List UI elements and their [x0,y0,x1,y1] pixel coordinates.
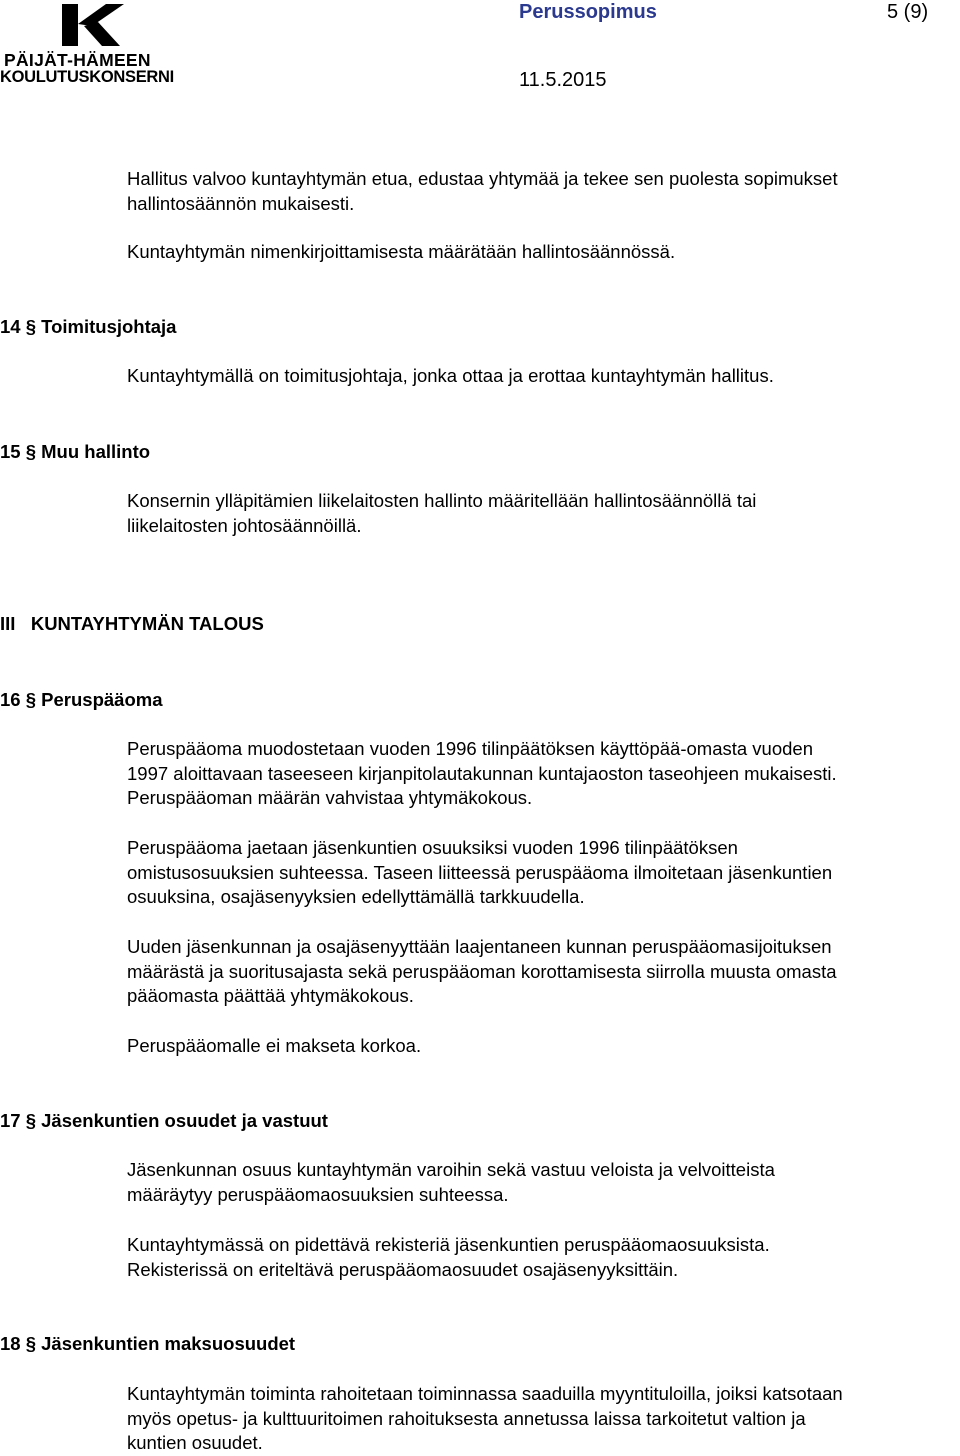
paragraph-maksuosuudet: Kuntayhtymän toiminta rahoitetaan toiminnassa saaduilla myyntituloilla, joiksi katsotaan myös opetus- ja kulttuuritoimen rahoituksesta annetussa laissa tarkoitetut valtion ja kuntien osuudet. [127,1383,843,1453]
paragraph-hallitus: Hallitus valvoo kuntayhtymän etua, edustaa yhtymää ja tekee sen puolesta sopimukset hallintosäännön mukaisesti. [127,168,838,214]
k-logo-icon [58,2,128,48]
paragraph-osuudet-2: Kuntayhtymässä on pidettävä rekisteriä jäsenkuntien peruspääomaosuuksista. Rekisterissä on eriteltävä peruspääomaosuudet osajäsenyyksittäin. [127,1234,770,1280]
chapter-heading-iii: III KUNTAYHTYMÄN TALOUS [0,613,264,634]
section-heading-17: 17 § Jäsenkuntien osuudet ja vastuut [0,1110,328,1131]
logo-line-2: KOULUTUSKONSERNI [0,68,174,86]
logo-line-1: PÄIJÄT-HÄMEEN [4,50,151,70]
paragraph-muu-hallinto: Konsernin ylläpitämien liikelaitosten hallinto määritellään hallintosäännöllä tai liikelaitosten johtosäännöillä. [127,490,757,536]
section-heading-15: 15 § Muu hallinto [0,441,151,462]
organization-logo [0,0,200,92]
paragraph-peruspaaoma-3: Uuden jäsenkunnan ja osajäsenyyttään laajentaneen kunnan peruspääomasijoituksen määrästä ja suoritusajasta sekä peruspääoman korottamisesta siirrolla muusta omasta pääomasta päättää yhtymäkokous. [127,936,837,1006]
paragraph-peruspaaoma-4: Peruspääomalle ei makseta korkoa. [127,1035,422,1056]
paragraph-peruspaaoma-2: Peruspääoma jaetaan jäsenkuntien osuuksiksi vuoden 1996 tilinpäätöksen omistusosuuksien suhteessa. Taseen liitteessä peruspääoma ilmoitetaan jäsenkuntien osuuksina, osajäsenyyksien edellyttämällä tarkkuudella. [127,837,833,907]
section-heading-14: 14 § Toimitusjohtaja [0,316,177,337]
document-date: 11.5.2015 [519,69,607,91]
paragraph-peruspaaoma-1: Peruspääoma muodostetaan vuoden 1996 tilinpäätöksen käyttöpää-omasta vuoden 1997 aloittavaan taseeseen kirjanpitolautakunnan kuntajaoston taseohjeen mukaisesti. Peruspääoman määrän vahvistaa yhtymäkokous. [127,738,837,808]
page-number: 5 (9) [887,1,929,23]
paragraph-osuudet-1: Jäsenkunnan osuus kuntayhtymän varoihin sekä vastuu veloista ja velvoitteista määräytyy peruspääomaosuuksien suhteessa. [127,1159,775,1205]
paragraph-nimenkirjoitus: Kuntayhtymän nimenkirjoittamisesta määrätään hallintosäännössä. [127,241,676,262]
document-title: Perussopimus [519,1,657,23]
section-heading-18: 18 § Jäsenkuntien maksuosuudet [0,1333,296,1354]
section-heading-16: 16 § Peruspääoma [0,689,163,710]
paragraph-toimitusjohtaja: Kuntayhtymällä on toimitusjohtaja, jonka ottaa ja erottaa kuntayhtymän hallitus. [127,365,774,386]
